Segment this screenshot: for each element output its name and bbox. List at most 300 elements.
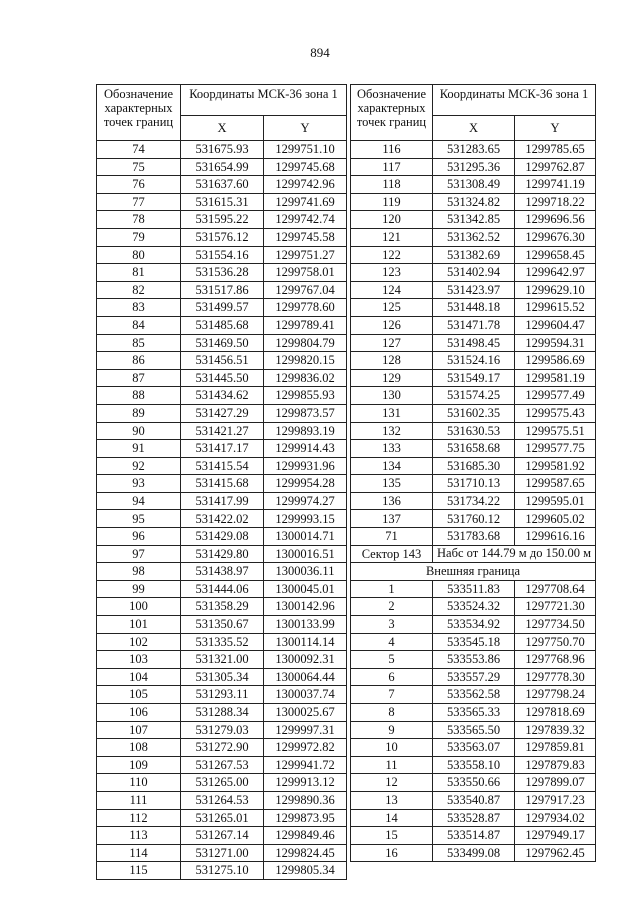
coord-x: 531710.13 xyxy=(433,475,515,493)
coord-x: 531429.80 xyxy=(181,545,264,563)
point-id: 5 xyxy=(351,651,433,669)
coord-y: 1300142.96 xyxy=(264,598,347,616)
coord-x: 531267.53 xyxy=(181,756,264,774)
header-y: Y xyxy=(264,116,347,141)
point-id: 87 xyxy=(97,369,181,387)
coord-y: 1299595.01 xyxy=(515,492,596,510)
coord-x: 533528.87 xyxy=(433,809,515,827)
coord-x: 531271.00 xyxy=(181,844,264,862)
table-row xyxy=(97,369,347,387)
coord-y: 1299855.93 xyxy=(264,387,347,405)
coord-x: 531554.16 xyxy=(181,246,264,264)
point-id: 129 xyxy=(351,369,433,387)
point-id: 79 xyxy=(97,228,181,246)
header-designation: Обозначение характерных точек границ xyxy=(351,85,433,141)
coord-y: 1299718.22 xyxy=(515,193,596,211)
coord-x: 531308.49 xyxy=(433,176,515,194)
coord-x: 531402.94 xyxy=(433,264,515,282)
point-id: 133 xyxy=(351,440,433,458)
coord-y: 1299993.15 xyxy=(264,510,347,528)
table-row xyxy=(97,475,347,493)
table-row xyxy=(351,299,596,317)
coord-x: 531448.18 xyxy=(433,299,515,317)
coord-x: 531265.00 xyxy=(181,774,264,792)
coord-x: 531444.06 xyxy=(181,580,264,598)
table-row xyxy=(97,721,347,739)
table-row xyxy=(97,616,347,634)
point-id: 134 xyxy=(351,457,433,475)
point-id: 130 xyxy=(351,387,433,405)
coord-x: 531342.85 xyxy=(433,211,515,229)
point-id: 92 xyxy=(97,457,181,475)
coord-x: 533545.18 xyxy=(433,633,515,651)
coord-y: 1300037.74 xyxy=(264,686,347,704)
point-id: 77 xyxy=(97,193,181,211)
table-row xyxy=(351,316,596,334)
table-row xyxy=(97,246,347,264)
coord-x: 531415.68 xyxy=(181,475,264,493)
coord-x: 531438.97 xyxy=(181,563,264,581)
point-id: 9 xyxy=(351,721,433,739)
point-id: 110 xyxy=(97,774,181,792)
table-row xyxy=(351,281,596,299)
table-row xyxy=(351,739,596,757)
coord-x: 531574.25 xyxy=(433,387,515,405)
table-row xyxy=(351,528,596,546)
coord-y: 1299629.10 xyxy=(515,281,596,299)
coord-y: 1297750.70 xyxy=(515,633,596,651)
coord-x: 531305.34 xyxy=(181,668,264,686)
coord-x: 531275.10 xyxy=(181,862,264,880)
point-id: 16 xyxy=(351,844,433,862)
table-row xyxy=(351,228,596,246)
point-id: 114 xyxy=(97,844,181,862)
table-row xyxy=(351,158,596,176)
coord-y: 1297949.17 xyxy=(515,827,596,845)
coord-y: 1299873.57 xyxy=(264,404,347,422)
outer-boundary-title: Внешняя граница xyxy=(351,563,596,581)
coord-x: 531288.34 xyxy=(181,704,264,722)
coord-x: 531499.57 xyxy=(181,299,264,317)
coord-y: 1299594.31 xyxy=(515,334,596,352)
coord-x: 533553.86 xyxy=(433,651,515,669)
coord-x: 533557.29 xyxy=(433,668,515,686)
coord-y: 1299941.72 xyxy=(264,756,347,774)
point-id: 97 xyxy=(97,545,181,563)
table-row xyxy=(97,141,347,159)
table-row xyxy=(97,404,347,422)
point-id: 118 xyxy=(351,176,433,194)
point-id: 83 xyxy=(97,299,181,317)
coord-y: 1299972.82 xyxy=(264,739,347,757)
table-row xyxy=(351,422,596,440)
coord-y: 1297778.30 xyxy=(515,668,596,686)
coord-y: 1299745.68 xyxy=(264,158,347,176)
point-id: 126 xyxy=(351,316,433,334)
coord-x: 533540.87 xyxy=(433,791,515,809)
point-id: 99 xyxy=(97,580,181,598)
table-row xyxy=(97,598,347,616)
coord-x: 531469.50 xyxy=(181,334,264,352)
coord-y: 1299577.75 xyxy=(515,440,596,458)
coord-y: 1299836.02 xyxy=(264,369,347,387)
coord-x: 531615.31 xyxy=(181,193,264,211)
table-row xyxy=(97,651,347,669)
coord-x: 531445.50 xyxy=(181,369,264,387)
coord-x: 531350.67 xyxy=(181,616,264,634)
coord-y: 1300092.31 xyxy=(264,651,347,669)
coord-y: 1299954.28 xyxy=(264,475,347,493)
point-id: 90 xyxy=(97,422,181,440)
table-row xyxy=(97,510,347,528)
table-row xyxy=(97,492,347,510)
table-row xyxy=(97,176,347,194)
table-row xyxy=(351,651,596,669)
coord-y: 1299893.19 xyxy=(264,422,347,440)
coord-y: 1299873.95 xyxy=(264,809,347,827)
table-row xyxy=(351,616,596,634)
coord-y: 1299581.19 xyxy=(515,369,596,387)
coord-y: 1299658.45 xyxy=(515,246,596,264)
table-row xyxy=(351,387,596,405)
coord-y: 1300133.99 xyxy=(264,616,347,634)
point-id: 96 xyxy=(97,528,181,546)
point-id: 135 xyxy=(351,475,433,493)
coord-y: 1299890.36 xyxy=(264,791,347,809)
point-id: 15 xyxy=(351,827,433,845)
coord-x: 531427.29 xyxy=(181,404,264,422)
coord-x: 533558.10 xyxy=(433,756,515,774)
coord-y: 1300016.51 xyxy=(264,545,347,563)
coord-x: 531485.68 xyxy=(181,316,264,334)
coord-x: 531415.54 xyxy=(181,457,264,475)
table-row xyxy=(97,862,347,880)
point-id: 102 xyxy=(97,633,181,651)
table-row xyxy=(351,704,596,722)
table-row xyxy=(351,756,596,774)
table-row xyxy=(351,193,596,211)
point-id: 11 xyxy=(351,756,433,774)
coord-x: 533511.83 xyxy=(433,580,515,598)
table-row xyxy=(97,580,347,598)
coord-x: 533565.50 xyxy=(433,721,515,739)
coord-y: 1299762.87 xyxy=(515,158,596,176)
point-id: 88 xyxy=(97,387,181,405)
point-id: 71 xyxy=(351,528,433,546)
point-id: 6 xyxy=(351,668,433,686)
point-id: 119 xyxy=(351,193,433,211)
coord-x: 533534.92 xyxy=(433,616,515,634)
coord-y: 1299804.79 xyxy=(264,334,347,352)
point-id: 117 xyxy=(351,158,433,176)
table-row xyxy=(97,668,347,686)
point-id: 8 xyxy=(351,704,433,722)
point-id: 80 xyxy=(97,246,181,264)
coord-x: 531675.93 xyxy=(181,141,264,159)
point-id: 78 xyxy=(97,211,181,229)
table-row xyxy=(97,281,347,299)
coord-y: 1299745.58 xyxy=(264,228,347,246)
coord-y: 1299914.43 xyxy=(264,440,347,458)
coord-x: 531658.68 xyxy=(433,440,515,458)
coord-y: 1297798.24 xyxy=(515,686,596,704)
table-row xyxy=(351,475,596,493)
coord-x: 531456.51 xyxy=(181,352,264,370)
point-id: 10 xyxy=(351,739,433,757)
table-row xyxy=(97,633,347,651)
coord-y: 1299615.52 xyxy=(515,299,596,317)
table-row xyxy=(97,440,347,458)
coord-x: 531549.17 xyxy=(433,369,515,387)
coord-y: 1299605.02 xyxy=(515,510,596,528)
coord-x: 531471.78 xyxy=(433,316,515,334)
table-row xyxy=(97,264,347,282)
coord-x: 531358.29 xyxy=(181,598,264,616)
coord-y: 1297934.02 xyxy=(515,809,596,827)
table-row xyxy=(351,774,596,792)
coord-x: 531595.22 xyxy=(181,211,264,229)
point-id: 112 xyxy=(97,809,181,827)
coord-y: 1299805.34 xyxy=(264,862,347,880)
sector-nabs: Набс от 144.79 м до 150.00 м xyxy=(433,545,596,563)
table-row xyxy=(351,211,596,229)
coord-y: 1299742.96 xyxy=(264,176,347,194)
coord-y: 1299642.97 xyxy=(515,264,596,282)
coord-x: 531382.69 xyxy=(433,246,515,264)
table-row xyxy=(97,299,347,317)
point-id: 120 xyxy=(351,211,433,229)
table-row xyxy=(351,827,596,845)
coord-x: 531417.17 xyxy=(181,440,264,458)
table-row xyxy=(97,334,347,352)
coordinates-table-left xyxy=(96,84,347,880)
coord-x: 531783.68 xyxy=(433,528,515,546)
table-row xyxy=(351,176,596,194)
point-id: 111 xyxy=(97,791,181,809)
table-row xyxy=(97,387,347,405)
sector-label: Сектор 143 xyxy=(351,545,433,563)
table-row xyxy=(97,457,347,475)
point-id: 74 xyxy=(97,141,181,159)
table-row xyxy=(97,704,347,722)
table-row xyxy=(351,721,596,739)
coord-y: 1297859.81 xyxy=(515,739,596,757)
table-row xyxy=(97,528,347,546)
table-row xyxy=(351,457,596,475)
coord-y: 1299575.43 xyxy=(515,404,596,422)
table-row xyxy=(351,668,596,686)
coord-y: 1299587.65 xyxy=(515,475,596,493)
point-id: 86 xyxy=(97,352,181,370)
table-row xyxy=(97,422,347,440)
coord-y: 1299789.41 xyxy=(264,316,347,334)
coord-x: 531417.99 xyxy=(181,492,264,510)
table-row xyxy=(351,334,596,352)
page-number: 894 xyxy=(310,45,330,60)
coord-y: 1299767.04 xyxy=(264,281,347,299)
coord-y: 1299741.69 xyxy=(264,193,347,211)
coord-x: 533499.08 xyxy=(433,844,515,862)
coord-y: 1299604.47 xyxy=(515,316,596,334)
point-id: 95 xyxy=(97,510,181,528)
table-row xyxy=(351,686,596,704)
table-row xyxy=(97,791,347,809)
coord-x: 531279.03 xyxy=(181,721,264,739)
point-id: 94 xyxy=(97,492,181,510)
point-id: 107 xyxy=(97,721,181,739)
coord-y: 1299758.01 xyxy=(264,264,347,282)
coord-y: 1300064.44 xyxy=(264,668,347,686)
coord-x: 531576.12 xyxy=(181,228,264,246)
coord-y: 1297708.64 xyxy=(515,580,596,598)
table-row xyxy=(351,633,596,651)
table-row xyxy=(351,141,596,159)
table-row xyxy=(351,580,596,598)
coord-y: 1299974.27 xyxy=(264,492,347,510)
coord-y: 1299751.27 xyxy=(264,246,347,264)
point-id: 128 xyxy=(351,352,433,370)
point-id: 124 xyxy=(351,281,433,299)
point-id: 98 xyxy=(97,563,181,581)
table-row xyxy=(97,739,347,757)
coord-x: 531335.52 xyxy=(181,633,264,651)
coordinates-table-right xyxy=(350,84,596,862)
coord-y: 1299820.15 xyxy=(264,352,347,370)
table-row xyxy=(351,264,596,282)
coord-x: 533550.66 xyxy=(433,774,515,792)
point-id: 85 xyxy=(97,334,181,352)
point-id: 13 xyxy=(351,791,433,809)
point-id: 104 xyxy=(97,668,181,686)
coord-y: 1299577.49 xyxy=(515,387,596,405)
coord-y: 1297818.69 xyxy=(515,704,596,722)
coord-y: 1297962.45 xyxy=(515,844,596,862)
coord-x: 531685.30 xyxy=(433,457,515,475)
point-id: 115 xyxy=(97,862,181,880)
point-id: 127 xyxy=(351,334,433,352)
point-id: 14 xyxy=(351,809,433,827)
point-id: 81 xyxy=(97,264,181,282)
coord-x: 531524.16 xyxy=(433,352,515,370)
point-id: 89 xyxy=(97,404,181,422)
table-row xyxy=(351,352,596,370)
coord-x: 531265.01 xyxy=(181,809,264,827)
point-id: 75 xyxy=(97,158,181,176)
table-row xyxy=(351,510,596,528)
coord-y: 1297899.07 xyxy=(515,774,596,792)
point-id: 12 xyxy=(351,774,433,792)
point-id: 106 xyxy=(97,704,181,722)
coord-x: 531434.62 xyxy=(181,387,264,405)
coord-x: 531272.90 xyxy=(181,739,264,757)
coord-y: 1299824.45 xyxy=(264,844,347,862)
table-row xyxy=(351,246,596,264)
point-id: 122 xyxy=(351,246,433,264)
coord-x: 531429.08 xyxy=(181,528,264,546)
coord-y: 1297734.50 xyxy=(515,616,596,634)
coord-y: 1299751.10 xyxy=(264,141,347,159)
header-x: X xyxy=(433,116,515,141)
coord-y: 1299778.60 xyxy=(264,299,347,317)
table-row xyxy=(351,404,596,422)
table-row xyxy=(97,686,347,704)
table-row xyxy=(351,791,596,809)
table-row xyxy=(351,844,596,862)
coord-x: 531734.22 xyxy=(433,492,515,510)
point-id: 116 xyxy=(351,141,433,159)
coord-y: 1299742.74 xyxy=(264,211,347,229)
coord-y: 1297839.32 xyxy=(515,721,596,739)
point-id: 103 xyxy=(97,651,181,669)
coord-y: 1299997.31 xyxy=(264,721,347,739)
coord-y: 1299931.96 xyxy=(264,457,347,475)
coord-y: 1297768.96 xyxy=(515,651,596,669)
coord-x: 533524.32 xyxy=(433,598,515,616)
table-row xyxy=(97,756,347,774)
coord-y: 1299586.69 xyxy=(515,352,596,370)
point-id: 123 xyxy=(351,264,433,282)
point-id: 113 xyxy=(97,827,181,845)
coord-y: 1297721.30 xyxy=(515,598,596,616)
point-id: 93 xyxy=(97,475,181,493)
header-y: Y xyxy=(515,116,596,141)
coord-y: 1299581.92 xyxy=(515,457,596,475)
coord-x: 531498.45 xyxy=(433,334,515,352)
coord-x: 531293.11 xyxy=(181,686,264,704)
coord-y: 1299913.12 xyxy=(264,774,347,792)
coord-x: 531602.35 xyxy=(433,404,515,422)
table-row xyxy=(97,352,347,370)
coord-x: 531321.00 xyxy=(181,651,264,669)
coord-y: 1300036.11 xyxy=(264,563,347,581)
table-row xyxy=(97,844,347,862)
header-designation: Обозначение характерных точек границ xyxy=(97,85,181,141)
coord-x: 531423.97 xyxy=(433,281,515,299)
point-id: 91 xyxy=(97,440,181,458)
point-id: 108 xyxy=(97,739,181,757)
coord-y: 1299616.16 xyxy=(515,528,596,546)
point-id: 2 xyxy=(351,598,433,616)
table-row xyxy=(97,158,347,176)
coord-y: 1297879.83 xyxy=(515,756,596,774)
coord-y: 1300014.71 xyxy=(264,528,347,546)
coord-y: 1297917.23 xyxy=(515,791,596,809)
point-id: 3 xyxy=(351,616,433,634)
header-x: X xyxy=(181,116,264,141)
point-id: 132 xyxy=(351,422,433,440)
point-id: 84 xyxy=(97,316,181,334)
point-id: 109 xyxy=(97,756,181,774)
coord-y: 1299741.19 xyxy=(515,176,596,194)
coord-x: 531637.60 xyxy=(181,176,264,194)
coord-y: 1299849.46 xyxy=(264,827,347,845)
outer-boundary-title-row xyxy=(351,563,596,581)
point-id: 1 xyxy=(351,580,433,598)
coord-y: 1299676.30 xyxy=(515,228,596,246)
coord-x: 531324.82 xyxy=(433,193,515,211)
coord-y: 1300025.67 xyxy=(264,704,347,722)
table-row xyxy=(97,809,347,827)
coord-y: 1299575.51 xyxy=(515,422,596,440)
point-id: 4 xyxy=(351,633,433,651)
point-id: 125 xyxy=(351,299,433,317)
coord-x: 531760.12 xyxy=(433,510,515,528)
coord-x: 531536.28 xyxy=(181,264,264,282)
point-id: 82 xyxy=(97,281,181,299)
coord-x: 533514.87 xyxy=(433,827,515,845)
point-id: 7 xyxy=(351,686,433,704)
table-row xyxy=(97,211,347,229)
